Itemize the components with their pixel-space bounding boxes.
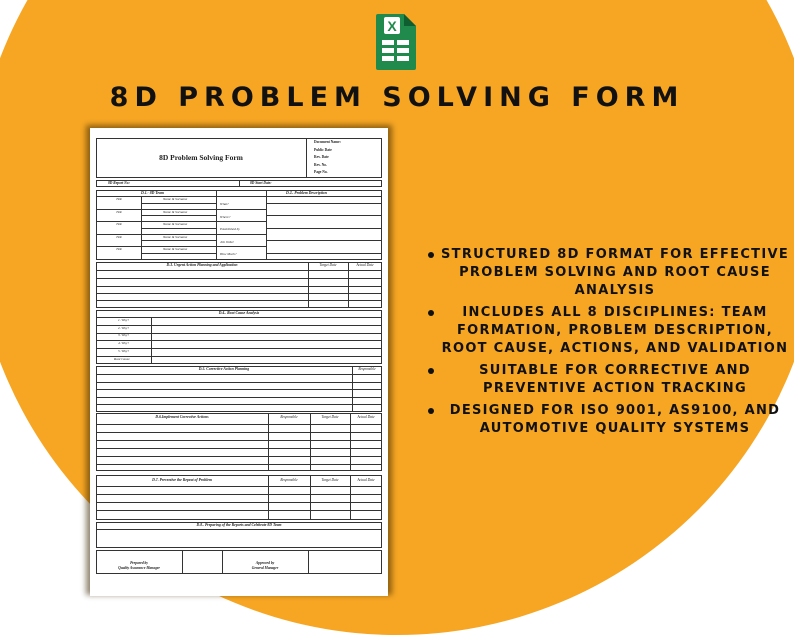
question-label: Job Order [220,240,234,244]
d6-row-rule [96,448,382,449]
d7-row-rule [96,510,382,511]
question-label: Where? [220,215,231,219]
team-sub-rule [141,240,216,241]
meta-label: Rev. No. [314,163,327,167]
team-divider [216,190,217,260]
feature-text: SUITABLE FOR CORRECTIVE AND PREVENTIVE ACTION TRACKING [479,363,751,396]
why-label: 5. Why? [118,349,130,353]
team-title-label: Title [116,235,123,239]
why-row-rule [96,325,382,326]
form-preview [90,128,388,596]
d7-heading: D.7. Preventive the Repeat of Problem [152,478,212,482]
report-row-divider [239,180,240,187]
d6-actual-divider [350,413,351,471]
why-row-rule [96,333,382,334]
question-divider [266,190,267,260]
question-label: Established by [220,227,240,231]
team-title-label: Title [116,247,123,251]
why-label: 3. Why? [118,333,130,337]
start-date-label: 8D Start Date: [250,180,272,185]
d6-section [96,413,382,471]
target-date-label: Target Date [321,478,339,482]
feature-text: INCLUDES ALL 8 DISCIPLINES: TEAM FORMATION, PROBLEM DESCRIPTION, ROOT CAUSE, ACTIONS, AND VALIDATION [441,305,789,356]
d7-row-rule [96,494,382,495]
form-title: 8D Problem Solving Form [159,153,243,162]
d6-responsible-divider [268,413,269,471]
signature-divider [222,550,223,574]
excel-letter: X [387,18,397,34]
root-cause-label: Root Cause [114,356,130,361]
team-name-label: Name & Surname [163,222,188,226]
feature-item [426,304,794,358]
actual-date-label: Actual Date [356,263,374,267]
d7-actual-divider [350,475,351,520]
team-name-label: Name & Surname [163,210,188,214]
target-date-label: Target Date [321,415,339,419]
meta-label: Page No. [314,170,328,174]
d7-target-divider [310,475,311,520]
report-no-label: 8D Report No: [108,180,130,185]
d7-row-rule [96,502,382,503]
d3-section [96,262,382,308]
actual-date-label: Actual Date [357,415,375,419]
feature-item [426,402,794,438]
bullet-dot-icon [428,252,434,258]
excel-sheets-icon [374,12,418,72]
meta-label: Rev. Date [314,155,329,159]
d5-row-rule [96,397,382,398]
d3-actual-divider [348,262,349,308]
description-rule [266,253,382,254]
d6-header-rule [96,424,382,425]
team-sub-rule [141,228,216,229]
team-sub-rule [141,253,216,254]
d5-row-rule [96,404,382,405]
description-rule [266,215,382,216]
responsible-label: Responsible [358,367,376,371]
responsible-label: Responsible [280,478,298,482]
team-title-label: Title [116,197,123,201]
page-title: 8D PROBLEM SOLVING FORM [109,82,685,113]
team-name-label: Name & Surname [163,197,188,201]
approved-role-label: General Manager [251,566,279,570]
why-label: 4. Why? [118,341,130,345]
d6-row-rule [96,456,382,457]
d3-row-rule [96,300,382,301]
feature-text: DESIGNED FOR ISO 9001, AS9100, AND AUTOMOTIVE QUALITY SYSTEMS [449,403,781,436]
d1-heading: D.1.- 8D Team [141,190,164,195]
why-row-rule [96,348,382,349]
d3-row-rule [96,293,382,294]
question-label: How Much? [220,252,237,256]
d5-row-rule [96,382,382,383]
d4-header-rule [96,317,382,318]
description-rule [266,203,382,204]
d3-row-rule [96,286,382,287]
prepared-role-label: Quality Assurance Manager [118,566,160,570]
d6-row-rule [96,464,382,465]
d7-responsible-divider [268,475,269,520]
d8-heading: D.8.. Preparing of the Reports and Celebrate 8D Team [196,522,282,527]
d5-header-rule [96,374,382,375]
form-header-divider [306,138,307,178]
team-name-label: Name & Surname [163,247,188,251]
meta-label: Document Name: [314,140,341,144]
d6-row-rule [96,432,382,433]
bullet-dot-icon [428,408,434,414]
team-name-label: Name & Surname [163,235,188,239]
d7-section [96,475,382,520]
team-sub-rule [141,215,216,216]
description-rule [266,228,382,229]
meta-label: Public Date [314,148,332,152]
form-sheet [96,138,382,594]
d4-heading: D.4.. Root Cause Analysis [218,310,260,315]
bullet-dot-icon [428,368,434,374]
d3-row-rule [96,278,382,279]
prepared-by-label: Prepared by [130,561,148,565]
d1-header-rule [96,196,382,197]
responsible-label: Responsible [280,415,298,419]
question-label: What? [220,202,229,206]
d6-target-divider [310,413,311,471]
why-row-rule [96,340,382,341]
bullet-dot-icon [428,310,434,316]
why-label: 1. Why? [118,318,130,322]
d5-row-rule [96,389,382,390]
approved-by-label: Approved by [255,561,275,565]
feature-item [426,246,794,300]
team-sub-rule [141,203,216,204]
actual-date-label: Actual Date [357,478,375,482]
team-title-label: Title [116,210,123,214]
d6-heading: D.6.Implement Corrective Actions [155,415,209,419]
d3-heading: D.3. Urgent Action Planning and Application [166,263,238,267]
why-label: 2. Why? [118,326,130,330]
d7-header-rule [96,486,382,487]
d5-heading: D.5. Corrective Action Planning [198,367,250,371]
team-title-label: Title [116,222,123,226]
signature-divider [308,550,309,574]
signature-divider [182,550,183,574]
feature-text: STRUCTURED 8D FORMAT FOR EFFECTIVE PROBLEM SOLVING AND ROOT CAUSE ANALYSIS [440,247,790,298]
d6-row-rule [96,440,382,441]
description-rule [266,240,382,241]
d3-header-rule [96,270,382,271]
feature-item [426,362,794,398]
d8-header-rule [96,529,382,530]
why-row-rule [96,356,382,357]
target-date-label: Target Date [319,263,337,267]
d1-d2-section [96,190,382,260]
d2-heading: D.2.. Problem Description [286,190,327,195]
d3-target-divider [308,262,309,308]
feature-list [426,246,794,442]
